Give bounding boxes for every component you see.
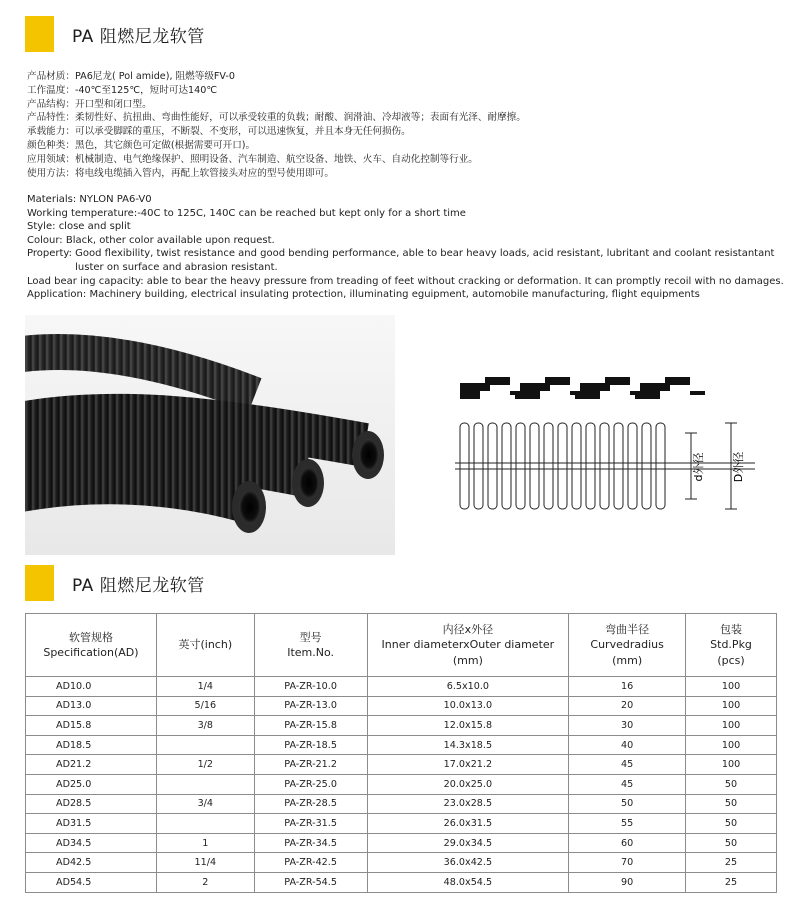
- table-cell: AD18.5: [26, 735, 157, 755]
- col-header-radius: 弯曲半径 Curvedradius (mm): [569, 614, 686, 677]
- col-header-diameter: 内径x外径 Inner diameterxOuter diameter (mm): [367, 614, 569, 677]
- cn-spec-row: 承载能力 ： 可以承受脚踩的重压，不断裂、不变形，可以迅速恢复，并且本身无任何损伤。: [27, 126, 411, 138]
- table-cell: AD31.5: [26, 814, 157, 834]
- yellow-square-marker-icon: [25, 16, 54, 52]
- table-cell: AD21.2: [26, 755, 157, 775]
- col-header-spec: 软管规格 Specification(AD): [26, 614, 157, 677]
- table-cell: 16: [569, 677, 686, 697]
- table-cell: 90: [569, 872, 686, 892]
- en-spec-value: NYLON PA6-V0: [79, 194, 152, 205]
- table-row: [26, 814, 777, 834]
- table-cell: 70: [569, 853, 686, 873]
- cn-spec-label: 颜色种类: [27, 139, 66, 151]
- en-spec-row: [27, 193, 787, 207]
- cn-spec-row: 颜色种类 ： 黑色，其它颜色可定做(根据需要可开口)。: [27, 139, 256, 151]
- table-cell: 30: [569, 716, 686, 736]
- english-spec-list: [27, 193, 787, 314]
- table-cell: 50: [686, 814, 777, 834]
- table-cell: 50: [569, 794, 686, 814]
- table-cell: PA-ZR-13.0: [254, 696, 367, 716]
- table-cell: 3/4: [156, 794, 254, 814]
- en-spec-row: [27, 234, 787, 248]
- chinese-spec-list: [27, 70, 787, 180]
- table-row: [26, 774, 777, 794]
- table-cell: 50: [686, 774, 777, 794]
- table-cell: 11/4: [156, 853, 254, 873]
- cn-spec-label: 应用领域: [27, 153, 66, 165]
- table-cell: AD42.5: [26, 853, 157, 873]
- table-cell: 25: [686, 872, 777, 892]
- table-cell: PA-ZR-18.5: [254, 735, 367, 755]
- table-cell: 48.0x54.5: [367, 872, 569, 892]
- cn-spec-value: 机械制造、电气绝缘保护、照明设备、汽车制造、航空设备、地铁、火车、自动化控制等行业。: [74, 153, 478, 165]
- table-row: [26, 735, 777, 755]
- section-title-top: PA 阻燃尼龙软管: [72, 26, 205, 47]
- cn-spec-value: 黑色，其它颜色可定做(根据需要可开口)。: [74, 139, 256, 151]
- table-cell: 10.0x13.0: [367, 696, 569, 716]
- table-cell: PA-ZR-10.0: [254, 677, 367, 697]
- cn-spec-row: 产品特性 ： 柔韧性好、抗扭曲、弯曲性能好，可以承受较重的负载；耐酸、润滑油、冷却液等；表面有光泽、耐摩擦。: [27, 112, 526, 124]
- table-cell: 3/8: [156, 716, 254, 736]
- table-row: [26, 794, 777, 814]
- table-cell: AD25.0: [26, 774, 157, 794]
- en-spec-label: Colour:: [27, 234, 63, 246]
- table-cell: 40: [569, 735, 686, 755]
- col-header-pkg: 包装 Std.Pkg (pcs): [686, 614, 777, 677]
- col-header-inch: 英寸(inch): [156, 614, 254, 677]
- en-spec-row: [27, 247, 787, 274]
- table-cell: 25: [686, 853, 777, 873]
- cn-spec-label: 产品结构: [27, 98, 66, 110]
- table-cell: 20.0x25.0: [367, 774, 569, 794]
- table-cell: AD15.8: [26, 716, 157, 736]
- outer-diameter-label: D外径: [732, 451, 745, 483]
- cn-spec-value: 将电线电缆插入管内，再配上软管接头对应的型号使用即可。: [74, 167, 334, 179]
- table-cell: 50: [686, 833, 777, 853]
- table-cell: 36.0x42.5: [367, 853, 569, 873]
- table-cell: 12.0x15.8: [367, 716, 569, 736]
- table-cell: 23.0x28.5: [367, 794, 569, 814]
- en-spec-value: able to bear the heavy pressure from treading of feet without cracking or deformation. It can promptly recoil with no damages.: [146, 275, 784, 287]
- table-cell: 20: [569, 696, 686, 716]
- table-cell: 55: [569, 814, 686, 834]
- table-cell: PA-ZR-25.0: [254, 774, 367, 794]
- table-row: [26, 677, 777, 697]
- table-row: [26, 833, 777, 853]
- table-cell: PA-ZR-21.2: [254, 755, 367, 775]
- table-cell: 5/16: [156, 696, 254, 716]
- table-header-row: [26, 614, 777, 677]
- table-cell: 100: [686, 677, 777, 697]
- table-row: [26, 716, 777, 736]
- table-cell: 45: [569, 755, 686, 775]
- en-spec-value: Black, other color available upon request.: [65, 234, 275, 246]
- cn-spec-value: 开口型和闭口型。: [74, 98, 152, 110]
- en-spec-value: Machinery building, electrical insulating protection, illuminating eguipment, automobile manufacturing, flight equipments: [89, 289, 700, 301]
- table-row: [26, 755, 777, 775]
- cn-spec-label: 使用方法: [27, 167, 66, 179]
- col-header-item: 型号 Item.No.: [254, 614, 367, 677]
- en-spec-value: -40C to 125C, 140C can be reached but kept only for a short time: [137, 207, 466, 219]
- en-spec-label: Load bear ing capacity:: [27, 275, 144, 287]
- table-cell: PA-ZR-54.5: [254, 872, 367, 892]
- table-cell: AD28.5: [26, 794, 157, 814]
- table-cell: 100: [686, 696, 777, 716]
- cn-spec-row: 工作温度 ： -40℃至125℃，短时可达140℃: [27, 84, 218, 96]
- section-title-table: PA 阻燃尼龙软管: [72, 575, 205, 596]
- table-cell: 1/2: [156, 755, 254, 775]
- table-cell: 1/4: [156, 677, 254, 697]
- table-cell: 50: [686, 794, 777, 814]
- inner-diameter-label: d外径: [692, 452, 705, 482]
- table-row: [26, 853, 777, 873]
- table-cell: 14.3x18.5: [367, 735, 569, 755]
- table-cell: PA-ZR-31.5: [254, 814, 367, 834]
- table-cell: PA-ZR-34.5: [254, 833, 367, 853]
- en-spec-label: Materials:: [27, 194, 77, 205]
- en-spec-label: Working temperature:: [27, 207, 138, 219]
- table-cell: AD54.5: [26, 872, 157, 892]
- cn-spec-value: 柔韧性好、抗扭曲、弯曲性能好，可以承受较重的负载；耐酸、润滑油、冷却液等；表面有光泽、耐摩擦。: [74, 112, 526, 124]
- table-cell: 2: [156, 872, 254, 892]
- en-spec-row: [27, 220, 787, 234]
- cn-spec-label: 工作温度: [27, 84, 66, 96]
- table-cell: 45: [569, 774, 686, 794]
- table-cell: 100: [686, 735, 777, 755]
- table-cell: [156, 814, 254, 834]
- table-cell: AD10.0: [26, 677, 157, 697]
- section-header-table: [25, 565, 205, 601]
- table-cell: [156, 774, 254, 794]
- cn-spec-value: -40℃至125℃，短时可达140℃: [74, 84, 218, 96]
- en-spec-row: [27, 275, 787, 289]
- table-row: [26, 696, 777, 716]
- en-spec-row: [27, 207, 787, 221]
- cn-spec-row: 产品材质 ： PA6尼龙( Pol amide), 阻燃等级FV-0: [27, 71, 235, 82]
- yellow-square-marker-icon: [25, 565, 54, 601]
- en-spec-row: [27, 288, 787, 302]
- hose-profile-diagram: [455, 375, 755, 535]
- table-cell: 60: [569, 833, 686, 853]
- table-cell: 17.0x21.2: [367, 755, 569, 775]
- table-cell: 1: [156, 833, 254, 853]
- en-spec-label: Style:: [27, 221, 56, 233]
- corrugated-hose-illustration: [25, 315, 395, 555]
- table-cell: 100: [686, 755, 777, 775]
- cn-spec-label: 产品材质: [27, 71, 66, 82]
- table-cell: PA-ZR-28.5: [254, 794, 367, 814]
- cn-spec-label: 承载能力: [27, 126, 66, 138]
- cn-spec-value: PA6尼龙( Pol amide), 阻燃等级FV-0: [74, 71, 235, 82]
- table-cell: PA-ZR-42.5: [254, 853, 367, 873]
- cn-spec-row: 使用方法 ： 将电线电缆插入管内，再配上软管接头对应的型号使用即可。: [27, 167, 334, 179]
- en-spec-value: close and split: [58, 221, 131, 233]
- en-spec-value: Good flexibility, twist resistance and good bending performance, able to bear heavy loads, acid resistant, lubritant and coolant resistantant luster on surface and abrasion resistant.: [75, 248, 775, 273]
- spec-table: [25, 613, 777, 893]
- en-spec-label: Application:: [27, 289, 87, 301]
- table-row: [26, 872, 777, 892]
- cross-section-diagram: [455, 375, 755, 535]
- cn-spec-row: 产品结构 ： 开口型和闭口型。: [27, 98, 152, 110]
- cn-spec-label: 产品特性: [27, 112, 66, 124]
- table-cell: PA-ZR-15.8: [254, 716, 367, 736]
- cn-spec-value: 可以承受脚踩的重压，不断裂、不变形，可以迅速恢复，并且本身无任何损伤。: [74, 126, 411, 138]
- table-cell: 100: [686, 716, 777, 736]
- product-photo: [25, 315, 395, 555]
- section-header-top: [25, 16, 205, 52]
- table-cell: 6.5x10.0: [367, 677, 569, 697]
- table-cell: AD13.0: [26, 696, 157, 716]
- table-cell: [156, 735, 254, 755]
- en-spec-label: Property:: [27, 248, 72, 260]
- table-cell: 26.0x31.5: [367, 814, 569, 834]
- cn-spec-row: 应用领域 ： 机械制造、电气绝缘保护、照明设备、汽车制造、航空设备、地铁、火车、自动化控制等行业。: [27, 153, 478, 165]
- table-cell: 29.0x34.5: [367, 833, 569, 853]
- table-cell: AD34.5: [26, 833, 157, 853]
